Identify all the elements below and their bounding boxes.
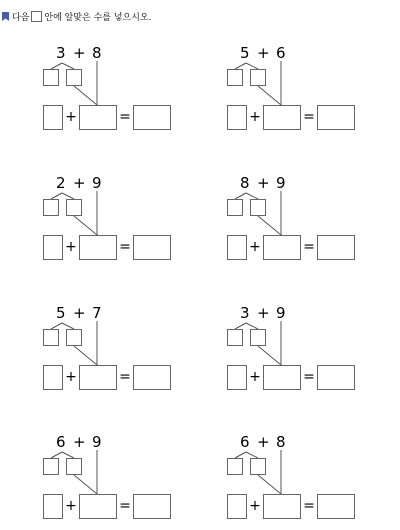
split-box-1[interactable] bbox=[227, 329, 243, 346]
ten-box[interactable] bbox=[79, 494, 117, 519]
first-addend: 3 bbox=[56, 44, 66, 62]
ten-box[interactable] bbox=[263, 365, 301, 390]
plus-sign: + bbox=[257, 174, 270, 192]
split-box-1[interactable] bbox=[227, 199, 243, 216]
addend-box[interactable] bbox=[43, 494, 63, 519]
ten-box[interactable] bbox=[263, 494, 301, 519]
plus-sign: + bbox=[65, 109, 77, 125]
problem-4 bbox=[227, 174, 362, 269]
split-box-1[interactable] bbox=[43, 458, 59, 475]
ten-box[interactable] bbox=[79, 105, 117, 130]
split-box-2[interactable] bbox=[250, 69, 266, 86]
answer-box[interactable] bbox=[317, 105, 355, 130]
problem-1 bbox=[43, 44, 178, 139]
answer-box[interactable] bbox=[133, 494, 171, 519]
plus-sign: + bbox=[257, 433, 270, 451]
first-addend: 3 bbox=[240, 304, 250, 322]
addend-box[interactable] bbox=[43, 105, 63, 130]
addend-box[interactable] bbox=[227, 494, 247, 519]
second-addend: 9 bbox=[276, 304, 286, 322]
addend-box[interactable] bbox=[227, 365, 247, 390]
split-box-2[interactable] bbox=[66, 458, 82, 475]
split-box-2[interactable] bbox=[250, 199, 266, 216]
second-addend: 8 bbox=[92, 44, 102, 62]
first-addend: 2 bbox=[56, 174, 66, 192]
first-addend: 5 bbox=[240, 44, 250, 62]
instruction-suffix: 안에 알맞은 수를 넣으시오. bbox=[44, 12, 152, 23]
plus-sign: + bbox=[73, 304, 86, 322]
plus-sign: + bbox=[73, 174, 86, 192]
split-box-1[interactable] bbox=[43, 69, 59, 86]
split-box-1[interactable] bbox=[227, 458, 243, 475]
second-addend: 6 bbox=[276, 44, 286, 62]
split-box-1[interactable] bbox=[43, 329, 59, 346]
problem-7 bbox=[43, 433, 178, 528]
second-addend: 9 bbox=[92, 433, 102, 451]
split-box-2[interactable] bbox=[250, 458, 266, 475]
equals-sign: = bbox=[119, 109, 131, 125]
equals-sign: = bbox=[303, 239, 315, 255]
problem-5 bbox=[43, 304, 178, 399]
ten-box[interactable] bbox=[79, 365, 117, 390]
split-box-2[interactable] bbox=[66, 69, 82, 86]
first-addend: 6 bbox=[240, 433, 250, 451]
answer-box[interactable] bbox=[133, 365, 171, 390]
plus-sign: + bbox=[65, 498, 77, 514]
plus-sign: + bbox=[73, 44, 86, 62]
answer-box[interactable] bbox=[317, 365, 355, 390]
split-box-2[interactable] bbox=[66, 199, 82, 216]
plus-sign: + bbox=[249, 369, 261, 385]
answer-box[interactable] bbox=[317, 494, 355, 519]
answer-box[interactable] bbox=[133, 105, 171, 130]
ten-box[interactable] bbox=[79, 235, 117, 260]
plus-sign: + bbox=[249, 498, 261, 514]
equals-sign: = bbox=[119, 498, 131, 514]
equals-sign: = bbox=[119, 239, 131, 255]
instruction-prefix: 다음 bbox=[12, 12, 30, 23]
addend-box[interactable] bbox=[227, 105, 247, 130]
first-addend: 6 bbox=[56, 433, 66, 451]
plus-sign: + bbox=[257, 44, 270, 62]
first-addend: 5 bbox=[56, 304, 66, 322]
equals-sign: = bbox=[119, 369, 131, 385]
plus-sign: + bbox=[73, 433, 86, 451]
plus-sign: + bbox=[65, 239, 77, 255]
first-addend: 8 bbox=[240, 174, 250, 192]
addend-box[interactable] bbox=[43, 365, 63, 390]
ten-box[interactable] bbox=[263, 235, 301, 260]
addend-box[interactable] bbox=[227, 235, 247, 260]
plus-sign: + bbox=[249, 239, 261, 255]
problem-6 bbox=[227, 304, 362, 399]
answer-box[interactable] bbox=[317, 235, 355, 260]
answer-box[interactable] bbox=[133, 235, 171, 260]
plus-sign: + bbox=[257, 304, 270, 322]
split-box-1[interactable] bbox=[227, 69, 243, 86]
bookmark-icon bbox=[2, 12, 9, 21]
addend-box[interactable] bbox=[43, 235, 63, 260]
plus-sign: + bbox=[249, 109, 261, 125]
second-addend: 9 bbox=[92, 174, 102, 192]
equals-sign: = bbox=[303, 369, 315, 385]
equals-sign: = bbox=[303, 109, 315, 125]
problem-2 bbox=[227, 44, 362, 139]
second-addend: 7 bbox=[92, 304, 102, 322]
split-box-1[interactable] bbox=[43, 199, 59, 216]
ten-box[interactable] bbox=[263, 105, 301, 130]
second-addend: 8 bbox=[276, 433, 286, 451]
inline-blank-box bbox=[31, 11, 42, 22]
instruction bbox=[2, 8, 151, 24]
second-addend: 9 bbox=[276, 174, 286, 192]
problem-3 bbox=[43, 174, 178, 269]
split-box-2[interactable] bbox=[250, 329, 266, 346]
problem-8 bbox=[227, 433, 362, 528]
equals-sign: = bbox=[303, 498, 315, 514]
plus-sign: + bbox=[65, 369, 77, 385]
split-box-2[interactable] bbox=[66, 329, 82, 346]
